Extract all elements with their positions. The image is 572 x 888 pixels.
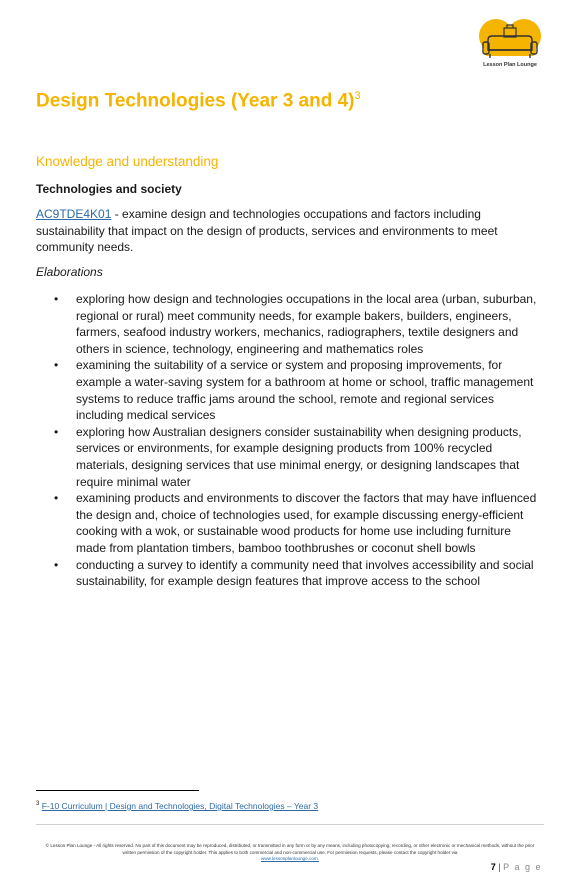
content-descriptor: [36, 206, 536, 256]
footer-url-link[interactable]: www.lessonplanlounge.com.: [261, 856, 319, 861]
bullet-icon: •: [54, 557, 59, 572]
title-footnote-ref[interactable]: 3: [354, 90, 361, 102]
list-item: • conducting a survey to identify a community need that involves accessibility and social sustainability, for example design features that improve access to the school: [54, 557, 534, 589]
elaborations-list: [36, 291, 541, 590]
content-code-link[interactable]: AC9TDE4K01: [36, 207, 112, 221]
page-number: 7 | P a g e: [490, 862, 542, 872]
page-number-value: 7: [490, 862, 496, 872]
bullet-icon: •: [54, 491, 59, 506]
content-descriptor-text: - examine design and technologies occupations and factors including sustainability that impact on the design of products, services and environments to meet community needs.: [36, 207, 498, 255]
bullet-icon: •: [54, 292, 59, 306]
elaborations-label: Elaborations: [36, 265, 103, 279]
footer-copyright: © Lesson Plan Lounge - All rights reserved. No part of this document may be reproduced, distributed, or transmitted in any form or by any means, including photocopying, recording, or other electronic or mechanical methods, without the prior written permission of the copyright holder. This applies to both commercial and non-commercial use. For permission requests, please contact the copyright holder via: [45, 843, 535, 855]
list-item: • exploring how Australian designers consider sustainability when designing products, services or environments, for example designing products from 100% recycled materials, designing services that use minimal energy, or designing landscapes that require minimal water: [54, 424, 522, 489]
page-title: Design Technologies (Year 3 and 4)$^3$: [36, 90, 361, 112]
footnote: [36, 801, 318, 811]
bullet-icon: •: [54, 358, 59, 373]
list-item: • examining products and environments to discover the factors that may have influenced the design and, choice of technologies used, for example discussing energy-efficient cooking with a wok, or sustainable wood products for home use including furniture made from plantation timbers, bamboo toothbrushes or coconut shell bowls: [54, 491, 537, 555]
footnote-link[interactable]: F-10 Curriculum | Design and Technologies, Digital Technologies – Year 3: [41, 801, 319, 811]
footer-divider: [36, 824, 544, 825]
footnote-divider: [36, 790, 199, 791]
list-item: • exploring how design and technologies occupations in the local area (urban, suburban, regional or rural) meet community needs, for example bakers, builders, engineers, farmers, seafood industry workers, mechanics, radiographers, textile designers and others in science, technology, engineering and mathematics roles: [54, 292, 537, 356]
logo-text: Lesson Plan Lounge: [483, 62, 537, 68]
page-number-label: P a g e: [503, 862, 542, 872]
list-item: • examining the suitability of a service or system and proposing improvements, for example a water-saving system for a bathroom at home or school, traffic management systems to reduce traffic jams around the school, remote and regional services including medical services: [54, 358, 534, 423]
section-heading: Knowledge and understanding: [36, 154, 219, 169]
sub-heading: Technologies and society: [36, 182, 182, 196]
bullet-icon: •: [54, 424, 59, 439]
footnote-number: 3: [36, 801, 40, 808]
